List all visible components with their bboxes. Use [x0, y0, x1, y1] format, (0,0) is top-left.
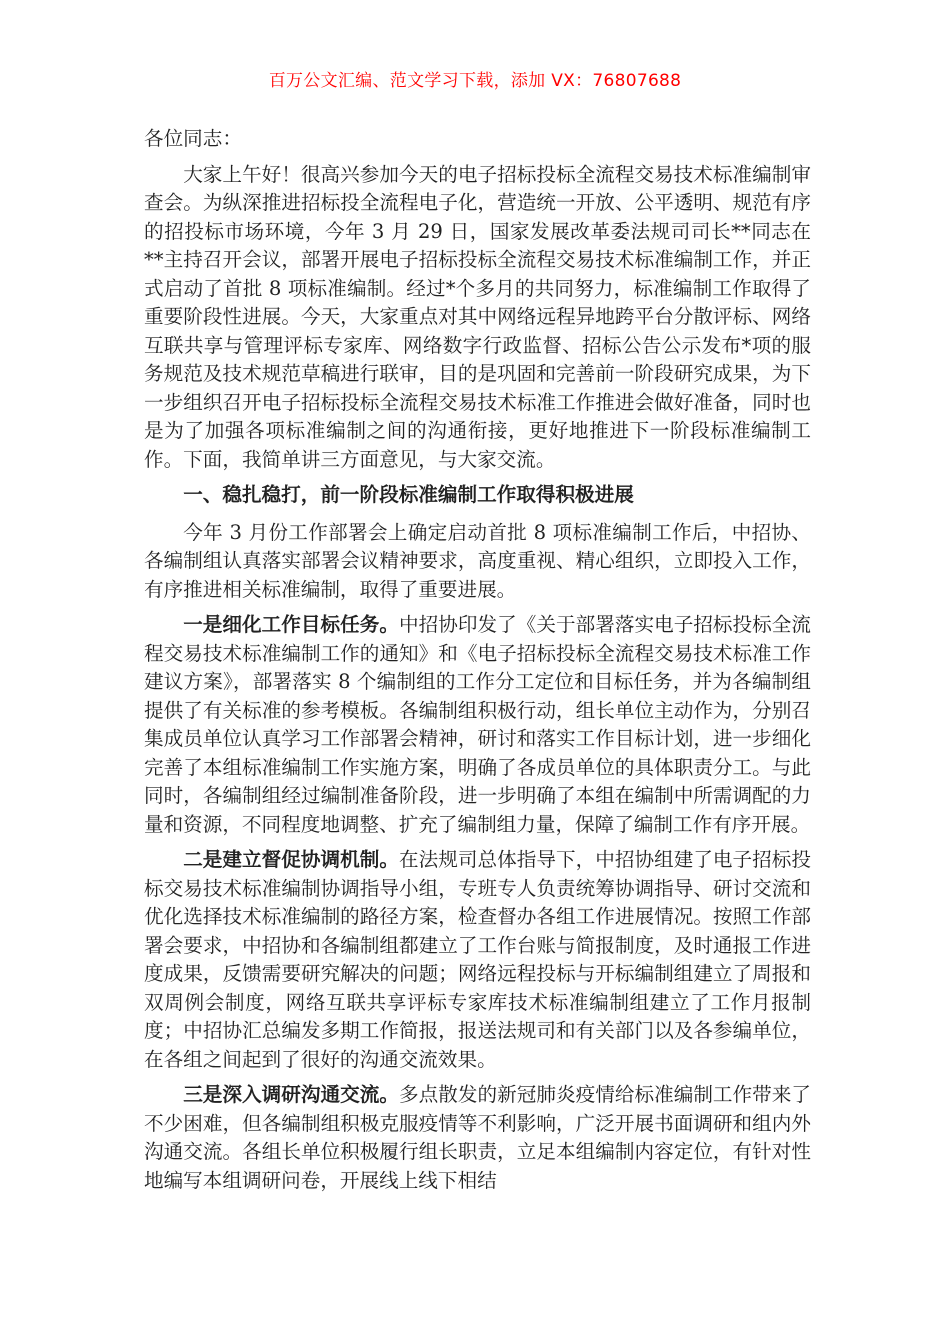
header-banner: 百万公文汇编、范文学习下载，添加 VX：76807688: [268, 71, 682, 91]
point-2-paragraph: [144, 846, 811, 1074]
point-1-body: 中招协印发了《关于部署落实电子招标投标全流程交易技术标准编制工作的通知》和《电子招标投标全流程交易技术标准工作建议方案》，部署落实 8 个编制组的工作分工定位和目标任务，并为各编制组提供了有关标准的参考模板。各编制组积极行动，组长单位主动作为，分别召集成员单位认真学习工作部署会精神，研讨和落实工作目标计划，进一步细化完善了本组标准编制工作实施方案，明确了各成员单位的具体职责分工。与此同时，各编制组经过编制准备阶段，进一步明确了本组在编制中所需调配的力量和资源，不同程度地调整、扩充了编制组力量，保障了编制工作有序开展。: [144, 613, 812, 836]
point-3-lead: 三是深入调研沟通交流。: [183, 1083, 400, 1106]
document-body: [144, 125, 811, 1202]
section-1-intro-paragraph: 今年 3 月份工作部署会上确定启动首批 8 项标准编制工作后，中招协、各编制组认真落实部署会议精神要求，高度重视、精心组织，立即投入工作，有序推进相关标准编制，取得了重要进展。: [144, 520, 811, 601]
point-1-paragraph: [144, 611, 811, 839]
intro-paragraph: 大家上午好！很高兴参加今天的电子招标投标全流程交易技术标准编制审查会。为纵深推进招标投全流程电子化，营造统一开放、公平透明、规范有序的招投标市场环境，今年 3 月 29 日，国家发展改革委法规司司长**同志在**主持召开会议，部署开展电子招标投标全流程交易技术标准编制工作，并正式启动了首批 8 项标准编制。经过*个多月的共同努力，标准编制工作取得了重要阶段性进展。今天，大家重点对其中网络远程异地跨平台分散评标、网络互联共享与管理评标专家库、网络数字行政监督、招标公告公示发布*项的服务规范及技术规范草稿进行联审，目的是巩固和完善前一阶段研究成果，为下一步组织召开电子招标投标全流程交易技术标准工作推进会做好准备，同时也是为了加强各项标准编制之间的沟通衔接，更好地推进下一阶段标准编制工作。下面，我简单讲三方面意见，与大家交流。: [144, 162, 811, 471]
point-2-lead: 二是建立督促协调机制。: [183, 848, 400, 871]
section-1-heading: 一、稳扎稳打，前一阶段标准编制工作取得积极进展: [183, 483, 634, 506]
point-1-lead: 一是细化工作目标任务。: [183, 613, 400, 636]
point-2-body: 在法规司总体指导下，中招协组建了电子招标投标交易技术标准编制协调指导小组，专班专人负责统筹协调指导、研讨交流和优化选择技术标准编制的路径方案，检查督办各组工作进展情况。按照工作部署会要求，中招协和各编制组都建立了工作台账与简报制度，及时通报工作进度成果，反馈需要研究解决的问题；网络远程投标与开标编制组建立了周报和双周例会制度，网络互联共享评标专家库技术标准编制组建立了工作月报制度；中招协汇总编发多期工作简报，报送法规司和有关部门以及各参编单位，在各组之间起到了很好的沟通交流效果。: [144, 848, 812, 1071]
point-3-body: 多点散发的新冠肺炎疫情给标准编制工作带来了不少困难，但各编制组积极克服疫情等不利影响，广泛开展书面调研和组内外沟通交流。各组长单位积极履行组长职责，立足本组编制内容定位，有针对性地编写本组调研问卷，开展线上线下相结: [144, 1083, 812, 1192]
point-3-paragraph: [144, 1081, 811, 1195]
salutation: 各位同志：: [144, 127, 242, 150]
